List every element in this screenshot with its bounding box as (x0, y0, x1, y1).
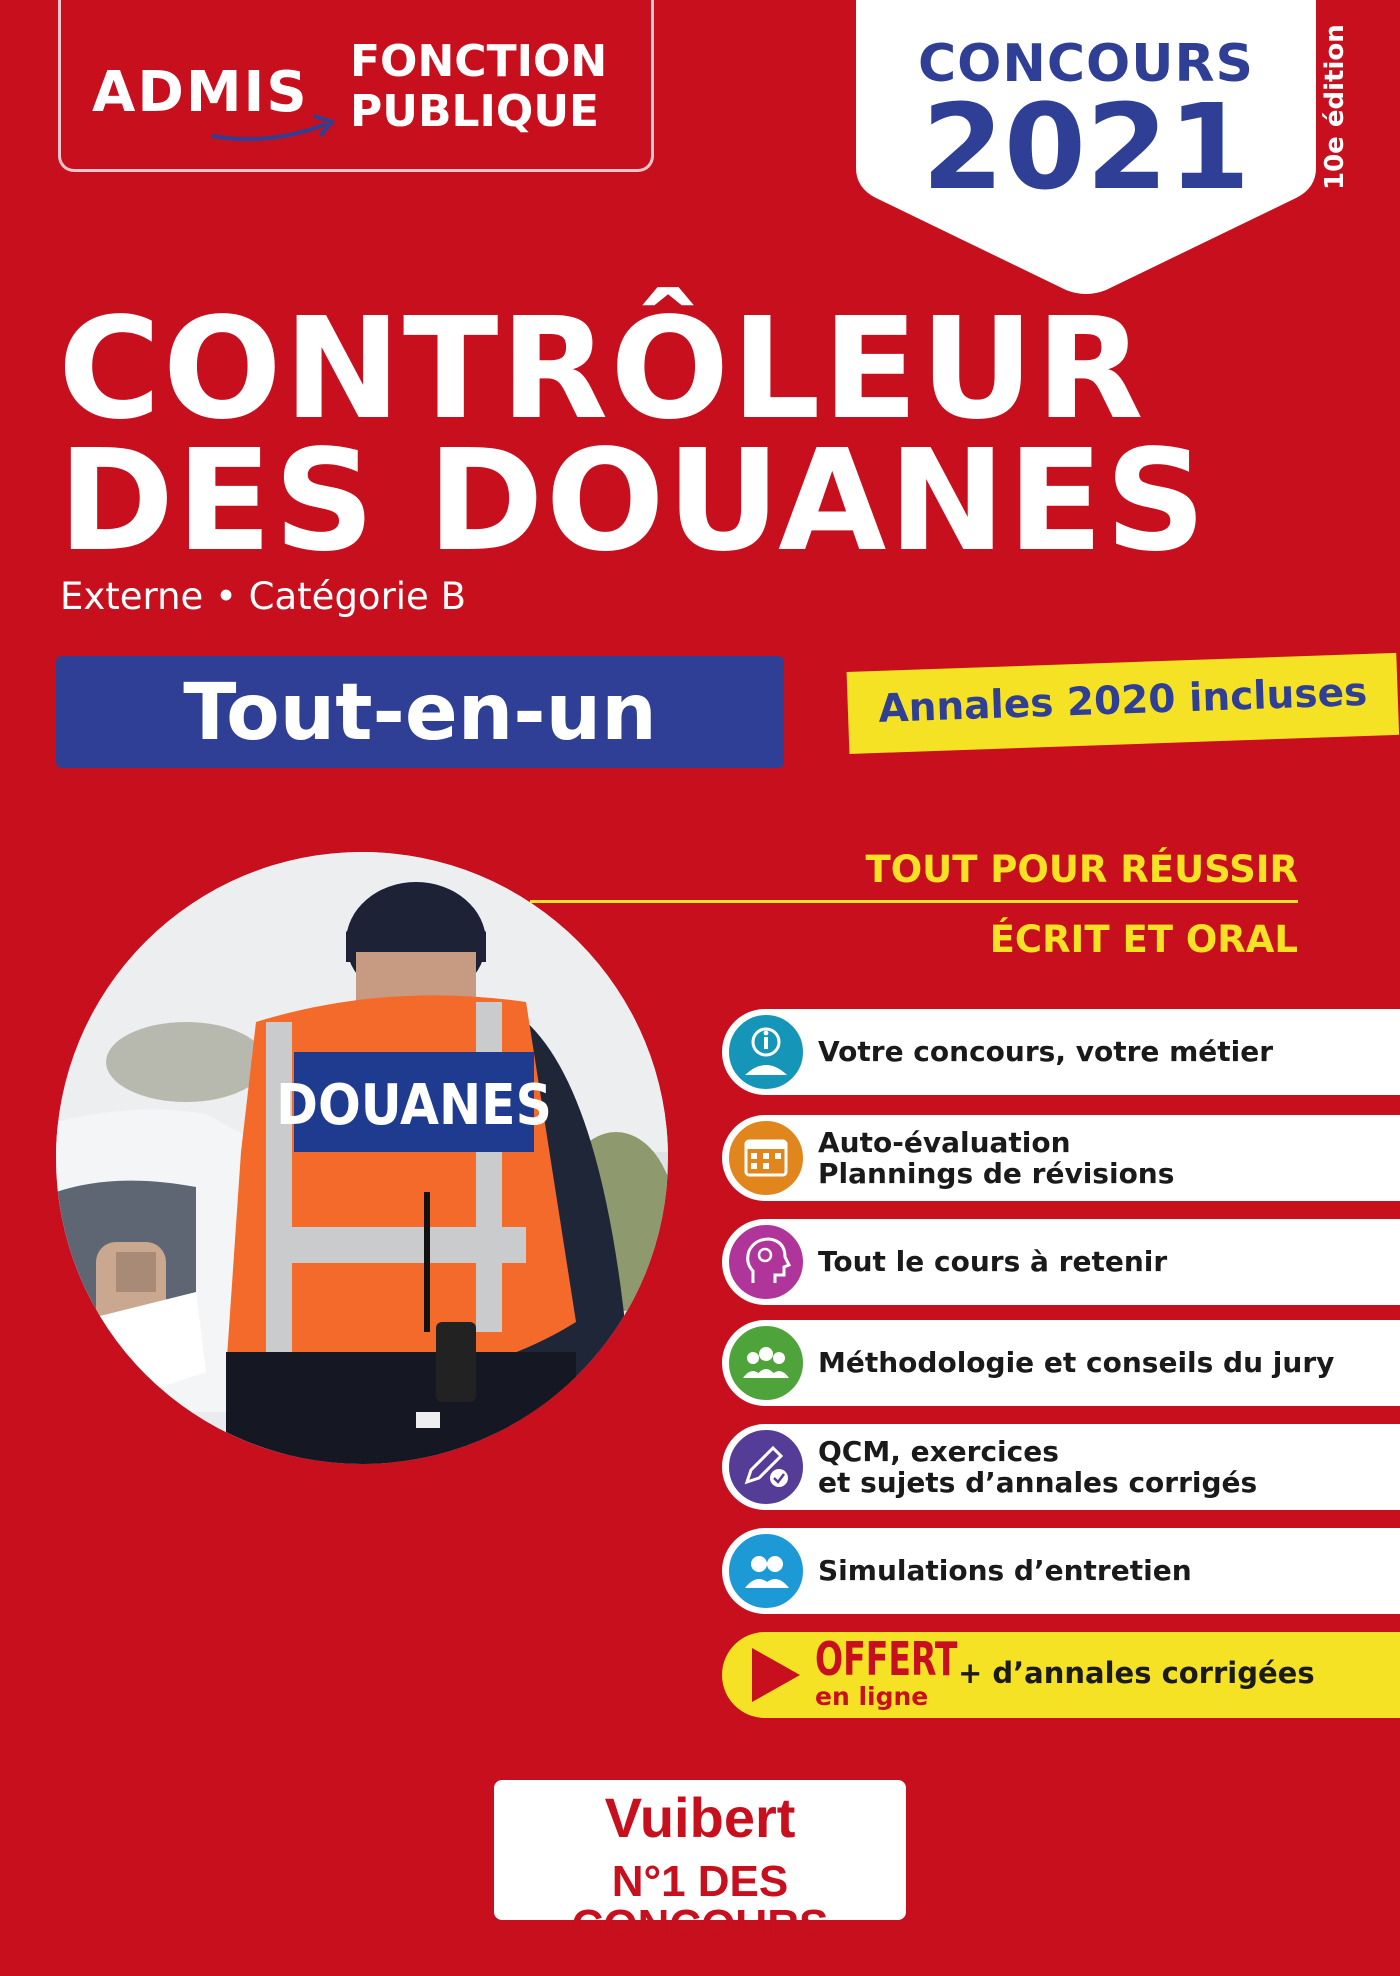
cover-photo (56, 852, 668, 1464)
feature-item-entretien (722, 1528, 1400, 1614)
calendar-icon (726, 1118, 806, 1198)
pen-check-icon (726, 1427, 806, 1507)
feature-label: Méthodologie et conseils du jury (818, 1346, 1335, 1380)
format-label: Tout-en-un (183, 668, 657, 758)
feature-label: Auto-évaluation Plannings de révisions (818, 1125, 1175, 1190)
subtitle: Externe • Catégorie B (60, 575, 466, 618)
feature-label: QCM, exercices et sujets d’annales corrigés (818, 1434, 1258, 1499)
tagline-line-1: TOUT POUR RÉUSSIR (865, 848, 1298, 891)
vest-text: DOUANES (276, 1073, 552, 1138)
tagline-line-2: ÉCRIT ET ORAL (989, 918, 1298, 961)
feature-item-cours (722, 1219, 1400, 1305)
badge-label: CONCOURS (918, 34, 1254, 94)
brand-publique: PUBLIQUE (350, 86, 600, 137)
feature-label: Tout le cours à retenir (818, 1245, 1168, 1279)
feature-item-autoevaluation (722, 1115, 1400, 1201)
feature-item-concours (722, 1009, 1400, 1095)
edition-label: 10e édition (1320, 24, 1350, 190)
publisher-tagline: N°1 DES CONCOURS (571, 1857, 829, 1950)
title-line-2: DES DOUANES (58, 420, 1208, 583)
offert-sub-label: en ligne (815, 1682, 929, 1711)
annales-tag-label: Annales 2020 incluses (877, 669, 1368, 732)
feature-label: Simulations d’entretien (818, 1554, 1192, 1588)
play-icon (742, 1644, 804, 1706)
offert-label: OFFERT (815, 1632, 958, 1686)
brand-fonction: FONCTION (350, 36, 608, 87)
brain-head-icon (726, 1222, 806, 1302)
brand-arrow-icon (210, 110, 340, 144)
tagline-divider (530, 900, 1298, 903)
feature-item-qcm (722, 1424, 1400, 1510)
publisher-brand: Vuibert (604, 1786, 796, 1849)
badge-year: 2021 (921, 78, 1251, 216)
feature-item-methodologie (722, 1320, 1400, 1406)
brand-admis: ADMIS (92, 60, 309, 125)
group-icon (726, 1323, 806, 1403)
title-line-1: CONTRÔLEUR (58, 288, 1146, 451)
offert-text: + d’annales corrigées (958, 1656, 1315, 1690)
two-people-icon (726, 1531, 806, 1611)
info-person-icon (726, 1012, 806, 1092)
feature-label: Votre concours, votre métier (818, 1035, 1274, 1069)
